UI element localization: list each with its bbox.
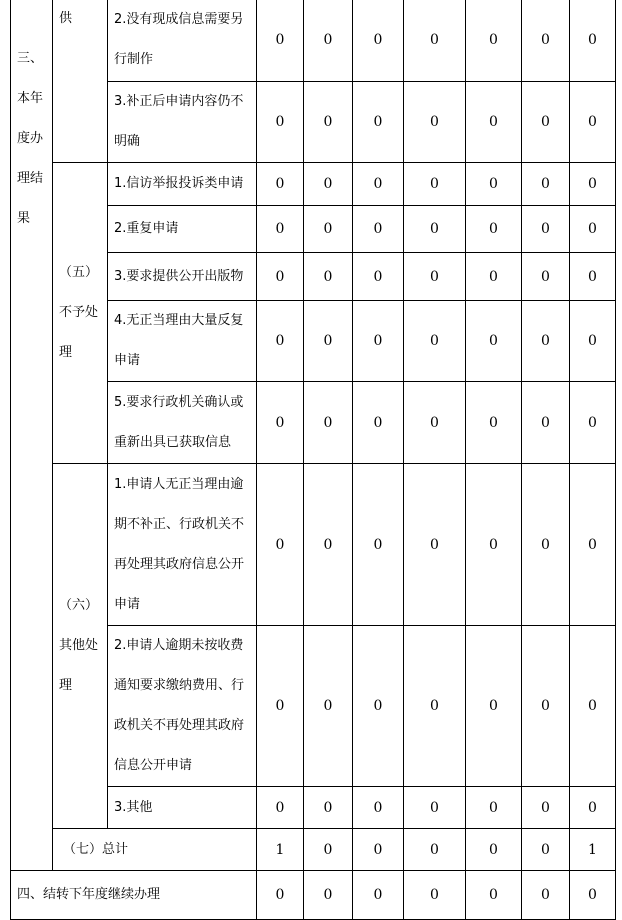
row-label: [108, 787, 257, 829]
label-line: 通知要求缴纳费用、行: [114, 678, 245, 693]
value-cell: 0: [404, 206, 466, 253]
value-cell: 0: [466, 206, 522, 253]
value-cell: 0: [353, 464, 404, 626]
value-cell: 0: [404, 464, 466, 626]
value-cell: 0: [353, 829, 404, 871]
row-label: [108, 0, 257, 82]
label-line: 再处理其政府信息公开: [114, 556, 245, 572]
label-line: 明确: [114, 134, 141, 149]
label-line: 政机关不再处理其政府: [114, 718, 245, 733]
value-cell: 0: [522, 829, 570, 871]
value-cell: 0: [304, 787, 353, 829]
section4-row: [11, 871, 616, 920]
value-cell: 0: [353, 163, 404, 206]
label-line: 重新出具已获取信息: [114, 434, 232, 450]
row-label: [108, 464, 257, 626]
group4-header: [53, 0, 108, 163]
value-cell: 0: [304, 206, 353, 253]
group6-header: [53, 464, 108, 829]
value-cell: 0: [466, 82, 522, 163]
value-cell: 0: [353, 0, 404, 82]
row-label: [108, 301, 257, 382]
label-line: 度办: [17, 131, 44, 146]
value-cell: 0: [404, 382, 466, 464]
label-line: 申请: [114, 596, 141, 612]
table-row: [11, 163, 616, 206]
value-cell: 0: [404, 829, 466, 871]
row-label: [108, 82, 257, 163]
label-line: 3.其他: [114, 799, 153, 815]
value-cell: 0: [570, 871, 616, 920]
value-cell: 0: [522, 253, 570, 301]
value-cell: 0: [570, 163, 616, 206]
value-cell: 0: [570, 464, 616, 626]
value-cell: 0: [522, 626, 570, 787]
label-line: 其他处: [59, 638, 99, 653]
label-line: 2.重复申请: [114, 221, 179, 236]
table-row: [11, 464, 616, 626]
value-cell: 0: [257, 301, 304, 382]
value-cell: 0: [304, 464, 353, 626]
label-line: 信息公开申请: [114, 758, 193, 773]
value-cell: 0: [522, 464, 570, 626]
value-cell: 0: [466, 382, 522, 464]
value-cell: 0: [522, 871, 570, 920]
value-cell: 0: [570, 206, 616, 253]
label-line: 5.要求行政机关确认或: [114, 394, 244, 410]
value-cell: 0: [304, 0, 353, 82]
value-cell: 0: [353, 253, 404, 301]
value-cell: 0: [570, 301, 616, 382]
value-cell: 0: [304, 626, 353, 787]
value-cell: 0: [570, 0, 616, 82]
value-cell: 0: [466, 301, 522, 382]
value-cell: 0: [257, 206, 304, 253]
value-cell: 0: [353, 626, 404, 787]
value-cell: 0: [257, 871, 304, 920]
value-cell: 0: [257, 163, 304, 206]
value-cell: 0: [257, 82, 304, 163]
value-cell: 0: [257, 787, 304, 829]
label-line: 供: [59, 11, 73, 26]
value-cell: 0: [404, 301, 466, 382]
label-line: 行制作: [114, 52, 154, 67]
value-cell: 0: [404, 626, 466, 787]
statistics-table: [10, 0, 616, 920]
value-cell: 0: [570, 253, 616, 301]
label-line: （六）: [59, 598, 99, 613]
value-cell: 0: [522, 382, 570, 464]
label-line: 不予处: [59, 305, 99, 320]
value-cell: 0: [570, 626, 616, 787]
label-line: 理: [59, 678, 73, 693]
value-cell: 0: [522, 301, 570, 382]
value-cell: 0: [570, 787, 616, 829]
value-cell: 0: [353, 301, 404, 382]
value-cell: 0: [257, 382, 304, 464]
value-cell: 0: [466, 464, 522, 626]
value-cell: 0: [304, 382, 353, 464]
label-line: 理结: [17, 171, 44, 186]
value-cell: 0: [304, 82, 353, 163]
value-cell: 0: [466, 871, 522, 920]
value-cell: 0: [257, 0, 304, 82]
label-line: 三、: [17, 51, 44, 66]
value-cell: 0: [466, 787, 522, 829]
row-label: [108, 163, 257, 206]
label-line: （五）: [59, 265, 99, 280]
value-cell: 0: [353, 382, 404, 464]
row-label: [108, 382, 257, 464]
value-cell: 0: [353, 82, 404, 163]
value-cell: 0: [466, 163, 522, 206]
section4-label: 四、结转下年度继续办理: [11, 871, 257, 920]
label-line: 果: [17, 211, 31, 226]
value-cell: 0: [522, 0, 570, 82]
value-cell: 0: [522, 206, 570, 253]
value-cell: 0: [570, 382, 616, 464]
label-line: 4.无正当理由大量反复: [114, 313, 244, 328]
total-row: [11, 829, 616, 871]
label-line: 2.申请人逾期未按收费: [114, 638, 244, 653]
value-cell: 0: [522, 787, 570, 829]
value-cell: 0: [304, 829, 353, 871]
label-line: 申请: [114, 353, 141, 368]
value-cell: 0: [466, 0, 522, 82]
row-label: [108, 626, 257, 787]
row-label: [108, 253, 257, 301]
table-row: [11, 0, 616, 82]
total-label: （七）总计: [53, 829, 257, 871]
value-cell: 0: [404, 163, 466, 206]
value-cell: 0: [404, 82, 466, 163]
value-cell: 0: [466, 829, 522, 871]
label-line: 3.要求提供公开出版物: [114, 268, 244, 284]
value-cell: 0: [522, 82, 570, 163]
label-line: 2.没有现成信息需要另: [114, 12, 244, 27]
value-cell: 0: [304, 163, 353, 206]
value-cell: 1: [570, 829, 616, 871]
section3-header: [11, 0, 53, 871]
value-cell: 0: [257, 626, 304, 787]
label-line: 本年: [17, 91, 44, 106]
value-cell: 0: [353, 871, 404, 920]
value-cell: 0: [304, 253, 353, 301]
value-cell: 0: [257, 464, 304, 626]
label-line: 1.信访举报投诉类申请: [114, 176, 244, 191]
value-cell: 0: [257, 253, 304, 301]
label-line: 理: [59, 345, 73, 360]
label-line: 3.补正后申请内容仍不: [114, 94, 244, 109]
row-label: [108, 206, 257, 253]
value-cell: 0: [404, 0, 466, 82]
value-cell: 1: [257, 829, 304, 871]
group5-header: [53, 163, 108, 464]
label-line: 期不补正、行政机关不: [114, 516, 245, 532]
value-cell: 0: [404, 787, 466, 829]
value-cell: 0: [353, 206, 404, 253]
value-cell: 0: [353, 787, 404, 829]
value-cell: 0: [522, 163, 570, 206]
value-cell: 0: [570, 82, 616, 163]
value-cell: 0: [304, 871, 353, 920]
value-cell: 0: [466, 626, 522, 787]
value-cell: 0: [404, 253, 466, 301]
value-cell: 0: [404, 871, 466, 920]
value-cell: 0: [304, 301, 353, 382]
value-cell: 0: [466, 253, 522, 301]
label-line: 1.申请人无正当理由逾: [114, 476, 244, 492]
